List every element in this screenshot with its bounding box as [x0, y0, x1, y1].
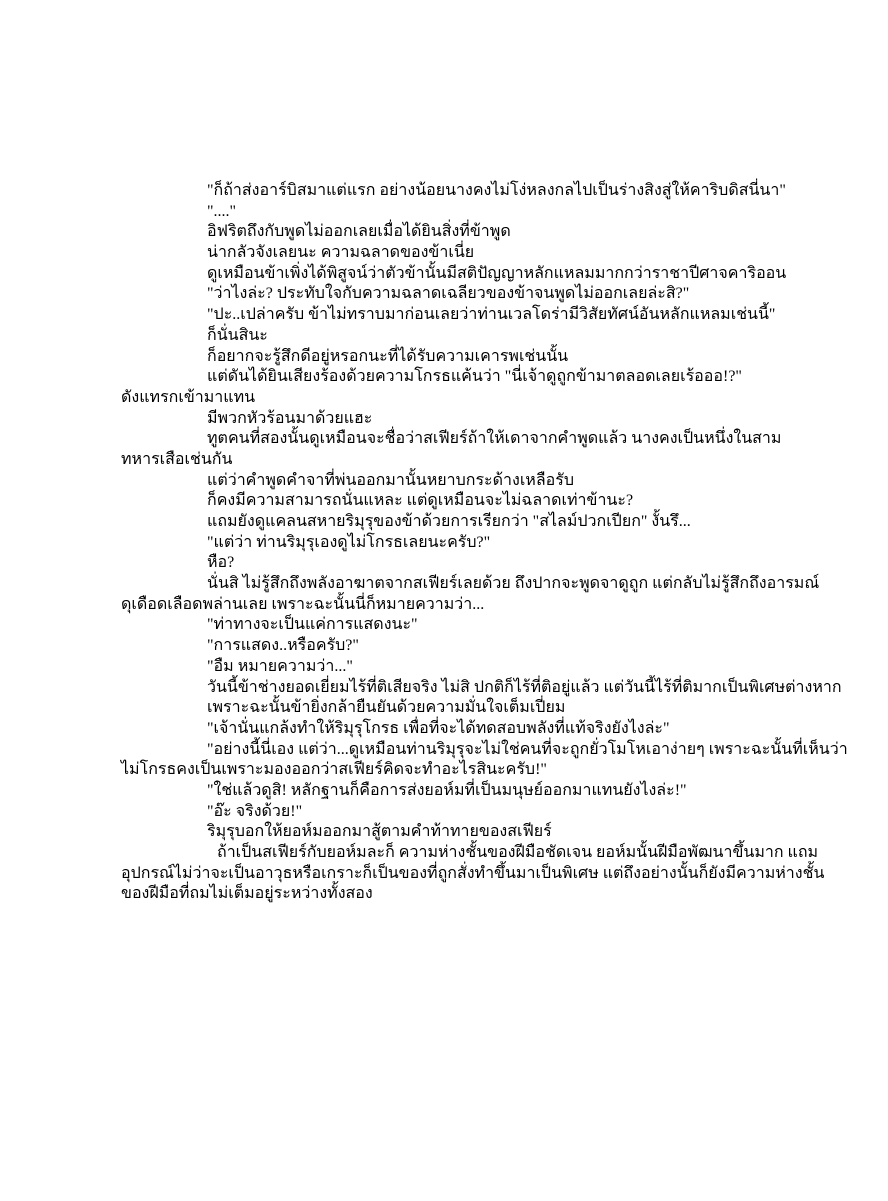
- text-line: ดุเดือดเลือดพล่านเลย เพราะฉะนั้นนี่ก็หมายความว่า...: [121, 595, 485, 613]
- text-line: ไม่โกรธคงเป็นเพราะมองออกว่าสเฟียร์คิดจะทำอะไรสินะครับ!": [121, 761, 547, 779]
- text-line: ก็คงมีความสามารถนั่นแหละ แต่ดูเหมือนจะไม่ฉลาดเท่าข้านะ?: [207, 492, 634, 510]
- text-line: "อย่างนี้นี่เอง แต่ว่า...ดูเหมือนท่านริมุรุจะไม่ใช่คนที่จะถูกยั่วโมโหเอาง่ายๆ เพราะฉะนั้นที่เห็นว่า: [207, 740, 848, 758]
- text-line: อุปกรณ์ไม่ว่าจะเป็นอาวุธหรือเกราะก็เป็นของที่ถูกสั่งทำขึ้นมาเป็นพิเศษ แต่ถึงอย่างนั้นก็ยังมีความห่างชั้น: [121, 864, 825, 882]
- text-line: "ใช่แล้วดูสิ! หลักฐานก็คือการส่งยอห์มที่เป็นมนุษย์ออกมาแทนยังไงล่ะ!": [207, 781, 687, 799]
- text-line: "อืม หมายความว่า...": [207, 657, 353, 675]
- text-line: ถ้าเป็นสเฟียร์กับยอห์มละก็ ความห่างชั้นของฝีมือชัดเจน ยอห์มนั้นฝีมือพัฒนาขึ้นมาก แถม: [217, 844, 819, 861]
- text-line: "แต่ว่า ท่านริมุรุเองดูไม่โกรธเลยนะครับ?": [207, 533, 491, 551]
- text-column: [121, 181, 848, 905]
- text-line: "การแสดง..หรือครับ?": [207, 637, 359, 655]
- text-line: "ว่าไงล่ะ? ประทับใจกับความฉลาดเฉลียวของข้าจนพูดไม่ออกเลยล่ะสิ?": [207, 285, 690, 303]
- text-line: ทหารเสือเช่นกัน: [121, 450, 233, 468]
- text-line: น่ากลัวจังเลยนะ ความฉลาดของข้าเนี่ย: [207, 244, 475, 262]
- text-line: วันนี้ข้าช่างยอดเยี่ยมไร้ที่ติเสียจริง ไม่สิ ปกติก็ไร้ที่ติอยู่แล้ว แต่วันนี้ไร้ที่ติมากเป็นพิเศษต่างหาก: [207, 678, 842, 696]
- text-line: "ก็ถ้าส่งอาร์บิสมาแต่แรก อย่างน้อยนางคงไม่โง่หลงกลไปเป็นร่างสิงสู่ให้คาริบดิสนี่นา": [207, 182, 786, 199]
- text-line: ริมุรุบอกให้ยอห์มออกมาสู้ตามคำท้าทายของสเฟียร์: [207, 823, 552, 841]
- text-line: "เจ้านั่นแกล้งทำให้ริมุรุโกรธ เพื่อที่จะได้ทดสอบพลังที่แท้จริงยังไงล่ะ": [207, 719, 670, 737]
- text-line: "ท่าทางจะเป็นแค่การแสดงนะ": [207, 616, 418, 634]
- text-line: มีพวกหัวร้อนมาด้วยแฮะ: [207, 409, 373, 427]
- text-line: แถมยังดูแคลนสหายริมุรุของข้าด้วยการเรียกว่า "สไลม์ปวกเปียก" งั้นรึ...: [207, 513, 691, 530]
- text-line: อิฟริตถึงกับพูดไม่ออกเลยเมื่อได้ยินสิ่งที่ข้าพูด: [207, 223, 511, 241]
- text-line: ของฝีมือที่ถมไม่เต็มอยู่ระหว่างทั้งสอง: [121, 885, 373, 903]
- text-line: "อ๊ะ จริงด้วย!": [207, 802, 303, 820]
- text-line: "....": [207, 202, 237, 220]
- text-line: ก็อยากจะรู้สึกดีอยู่หรอกนะที่ได้รับความเคารพเช่นนั้น: [207, 347, 569, 365]
- text-line: เพราะฉะนั้นข้ายิ่งกล้ายืนยันด้วยความมั่นใจเต็มเปี่ยม: [207, 699, 566, 717]
- text-line: ก็นั่นสินะ: [207, 326, 268, 344]
- text-line: แต่ว่าคำพูดคำจาที่พ่นออกมานั้นหยาบกระด้างเหลือรับ: [207, 471, 574, 489]
- text-line: ทูตคนที่สองนั้นดูเหมือนจะชื่อว่าสเฟียร์ถ้าให้เดาจากคำพูดแล้ว นางคงเป็นหนึ่งในสาม: [207, 430, 782, 448]
- text-line: ดังแทรกเข้ามาแทน: [121, 388, 256, 406]
- text-line: นั่นสิ ไม่รู้สึกถึงพลังอาฆาตจากสเฟียร์เลยด้วย ถึงปากจะพูดจาดูถูก แต่กลับไม่รู้สึกถึงอารมณ์: [207, 575, 820, 593]
- text-line: ดูเหมือนข้าเพิ่งได้พิสูจน์ว่าตัวข้านั้นมีสติปัญญาหลักแหลมมากกว่าราชาปีศาจคาริออน: [207, 264, 787, 282]
- text-line: "ปะ..เปล่าครับ ข้าไม่ทราบมาก่อนเลยว่าท่านเวลโดร่ามีวิสัยทัศน์อันหลักแหลมเช่นนี้": [207, 306, 776, 324]
- text-line: แต่ดันได้ยินเสียงร้องด้วยความโกรธแค้นว่า "นี่เจ้าดูถูกข้ามาตลอดเลยเร้อออ!?": [207, 368, 742, 386]
- text-line: หือ?: [207, 554, 235, 572]
